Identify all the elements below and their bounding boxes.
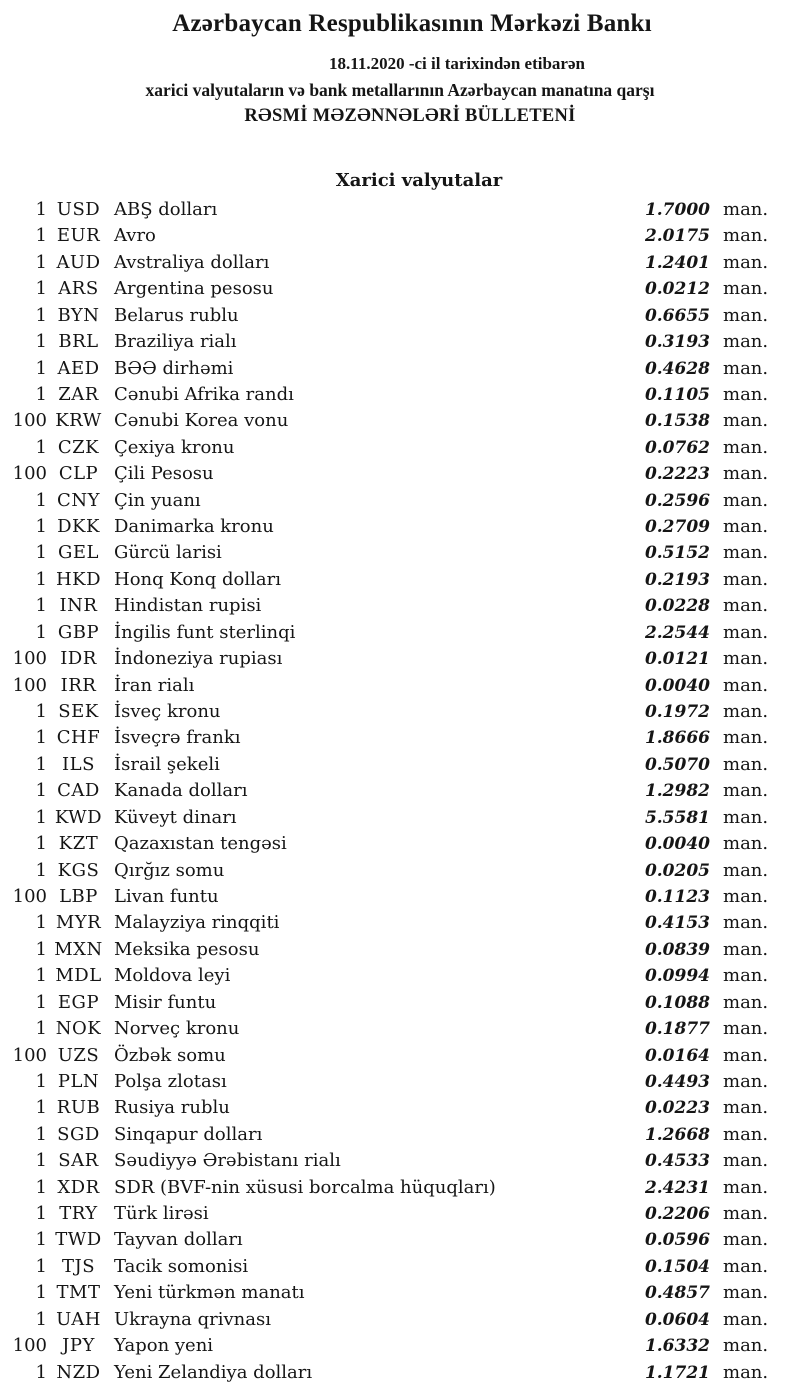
currency-name-cell: Polşa zlotası — [114, 1070, 227, 1092]
unit-cell: man. — [723, 595, 769, 617]
table-row — [0, 1016, 800, 1042]
unit-cell: man. — [723, 753, 769, 775]
currency-code-cell: EUR — [56, 225, 101, 247]
quantity-cell: 1 — [35, 436, 47, 458]
table-row — [0, 963, 800, 989]
currency-name-cell: İsveçrə frankı — [114, 727, 241, 749]
table-row — [0, 408, 800, 434]
table-row — [0, 1307, 800, 1333]
currency-code-cell: CLP — [58, 463, 99, 485]
rate-value-cell: 0.4533 — [644, 1151, 710, 1172]
quantity-cell: 1 — [35, 938, 47, 960]
currency-code-cell: UZS — [57, 1044, 100, 1066]
currency-code-cell: MXN — [54, 938, 103, 960]
rate-value-cell: 0.0604 — [644, 1309, 710, 1330]
currency-code-cell: PLN — [57, 1070, 100, 1092]
unit-cell: man. — [723, 1018, 769, 1040]
rate-value-cell: 0.0839 — [644, 939, 710, 960]
currency-name-cell: Tacik somonisi — [114, 1255, 249, 1277]
table-row — [0, 752, 800, 778]
unit-cell: man. — [723, 1282, 769, 1304]
currency-code-cell: SAR — [58, 1150, 99, 1172]
currency-code-cell: BRL — [58, 331, 99, 353]
table-row — [0, 1043, 800, 1069]
table-row — [0, 461, 800, 487]
currency-code-cell: AED — [57, 357, 100, 379]
rate-value-cell: 0.5152 — [644, 543, 710, 564]
unit-cell: man. — [723, 357, 769, 379]
currency-code-cell: MDL — [55, 965, 102, 987]
currency-code-cell: AUD — [56, 251, 101, 273]
table-row — [0, 303, 800, 329]
table-row — [0, 1360, 800, 1386]
currency-name-cell: Çin yuanı — [114, 489, 201, 511]
currency-name-cell: Avro — [114, 225, 156, 247]
unit-cell: man. — [723, 833, 769, 855]
currency-name-cell: ABŞ dolları — [114, 199, 218, 220]
currency-code-cell: CHF — [56, 727, 101, 749]
currency-name-cell: Cənubi Korea vonu — [114, 410, 289, 432]
currency-code-cell: BYN — [57, 304, 100, 326]
quantity-cell: 100 — [12, 885, 47, 907]
unit-cell: man. — [723, 1176, 769, 1198]
rate-value-cell: 0.1504 — [644, 1256, 710, 1277]
currency-name-cell: Rusiya rublu — [114, 1097, 230, 1119]
unit-cell: man. — [723, 463, 769, 485]
rate-value-cell: 0.4857 — [644, 1283, 710, 1304]
quantity-cell: 1 — [35, 965, 47, 987]
currency-name-cell: Norveç kronu — [114, 1018, 240, 1040]
currency-code-cell: CNY — [57, 489, 100, 511]
currency-name-cell: SDR (BVF-nin xüsusi borcalma hüquqları) — [114, 1176, 496, 1198]
rate-value-cell: 0.1538 — [644, 411, 710, 432]
table-row — [0, 435, 800, 461]
currency-code-cell: ILS — [62, 753, 95, 775]
quantity-cell: 100 — [12, 410, 47, 432]
currency-code-cell: IRR — [60, 674, 97, 696]
quantity-cell: 1 — [35, 278, 47, 300]
unit-cell: man. — [723, 199, 769, 220]
table-row — [0, 1148, 800, 1174]
table-row — [0, 858, 800, 884]
unit-cell: man. — [723, 225, 769, 247]
quantity-cell: 1 — [35, 701, 47, 723]
unit-cell: man. — [723, 568, 769, 590]
rate-value-cell: 0.0164 — [644, 1045, 710, 1066]
rate-value-cell: 0.1105 — [644, 384, 710, 405]
table-row — [0, 567, 800, 593]
currency-name-cell: Türk lirəsi — [114, 1203, 209, 1225]
document-header — [0, 0, 800, 130]
unit-cell: man. — [723, 912, 769, 934]
unit-cell: man. — [723, 304, 769, 326]
rate-value-cell: 1.1721 — [644, 1362, 710, 1383]
quantity-cell: 1 — [35, 489, 47, 511]
currency-code-cell: GBP — [57, 621, 100, 643]
rates-table — [0, 197, 800, 1386]
currency-name-cell: İsveç kronu — [114, 701, 221, 723]
effective-date-line: 18.11.2020 -ci il tarixindən etibarən — [329, 54, 585, 73]
currency-name-cell: Moldova leyi — [114, 965, 231, 987]
rate-value-cell: 0.1088 — [644, 992, 710, 1013]
currency-name-cell: Avstraliya dolları — [114, 251, 270, 273]
quantity-cell: 1 — [35, 780, 47, 802]
unit-cell: man. — [723, 542, 769, 564]
rate-value-cell: 0.1972 — [644, 702, 710, 723]
currency-name-cell: Yapon yeni — [114, 1335, 214, 1357]
currency-name-cell: Braziliya rialı — [114, 331, 237, 353]
currency-name-cell: İngilis funt sterlinqi — [114, 621, 296, 643]
unit-cell: man. — [723, 1229, 769, 1251]
unit-cell: man. — [723, 251, 769, 273]
currency-name-cell: Qırğız somu — [114, 859, 225, 881]
currency-code-cell: ARS — [58, 278, 99, 300]
currency-code-cell: NZD — [56, 1361, 101, 1383]
bank-title: Azərbaycan Respublikasının Mərkəzi Bankı — [172, 10, 652, 37]
table-row — [0, 197, 800, 223]
unit-cell: man. — [723, 885, 769, 907]
rate-value-cell: 0.4153 — [644, 913, 710, 934]
quantity-cell: 1 — [35, 1308, 47, 1330]
rate-value-cell: 1.6332 — [644, 1336, 710, 1357]
quantity-cell: 1 — [35, 859, 47, 881]
unit-cell: man. — [723, 806, 769, 828]
quantity-cell: 1 — [35, 912, 47, 934]
rate-value-cell: 0.1877 — [644, 1019, 710, 1040]
quantity-cell: 1 — [35, 1361, 47, 1383]
currency-code-cell: CAD — [57, 780, 100, 802]
quantity-cell: 1 — [35, 304, 47, 326]
currency-name-cell: Hindistan rupisi — [114, 595, 262, 617]
quantity-cell: 100 — [12, 1335, 47, 1357]
table-row — [0, 540, 800, 566]
quantity-cell: 1 — [35, 542, 47, 564]
currency-code-cell: IDR — [60, 648, 97, 670]
bulletin-title: RƏSMİ MƏZƏNNƏLƏRİ BÜLLETENİ — [244, 106, 576, 126]
table-row — [0, 884, 800, 910]
table-row — [0, 488, 800, 514]
rate-value-cell: 1.2401 — [644, 252, 710, 273]
rate-value-cell: 0.0212 — [644, 279, 710, 300]
quantity-cell: 100 — [12, 648, 47, 670]
currency-name-cell: Danimarka kronu — [114, 516, 274, 538]
table-row — [0, 250, 800, 276]
table-row — [0, 673, 800, 699]
quantity-cell: 1 — [35, 1123, 47, 1145]
quantity-cell: 1 — [35, 1229, 47, 1251]
currency-code-cell: SEK — [58, 701, 99, 723]
currency-code-cell: EGP — [57, 991, 100, 1013]
rate-value-cell: 0.2709 — [644, 517, 710, 538]
currency-name-cell: Argentina pesosu — [114, 278, 274, 300]
currency-code-cell: NOK — [55, 1018, 102, 1040]
quantity-cell: 1 — [35, 225, 47, 247]
currency-code-cell: MYR — [55, 912, 102, 934]
currency-code-cell: KZT — [58, 833, 99, 855]
rate-value-cell: 0.3193 — [644, 332, 710, 353]
unit-cell: man. — [723, 278, 769, 300]
quantity-cell: 1 — [35, 1176, 47, 1198]
currency-name-cell: Küveyt dinarı — [114, 806, 237, 828]
quantity-cell: 1 — [35, 568, 47, 590]
table-row — [0, 514, 800, 540]
currency-name-cell: Malayziya rinqqiti — [114, 912, 280, 934]
quantity-cell: 1 — [35, 383, 47, 405]
rate-value-cell: 0.4493 — [644, 1071, 710, 1092]
quantity-cell: 1 — [35, 727, 47, 749]
currency-code-cell: TRY — [59, 1203, 98, 1225]
currency-name-cell: Cənubi Afrika randı — [114, 383, 294, 405]
rate-value-cell: 0.2596 — [644, 490, 710, 511]
quantity-cell: 1 — [35, 516, 47, 538]
unit-cell: man. — [723, 1123, 769, 1145]
unit-cell: man. — [723, 621, 769, 643]
table-row — [0, 1069, 800, 1095]
quantity-cell: 1 — [35, 753, 47, 775]
quantity-cell: 1 — [35, 595, 47, 617]
currency-name-cell: Yeni türkmən manatı — [114, 1282, 305, 1304]
quantity-cell: 100 — [12, 674, 47, 696]
table-row — [0, 223, 800, 249]
table-row — [0, 593, 800, 619]
quantity-cell: 1 — [35, 806, 47, 828]
unit-cell: man. — [723, 1070, 769, 1092]
currency-code-cell: TWD — [55, 1229, 102, 1251]
rate-value-cell: 0.6655 — [644, 305, 710, 326]
table-row — [0, 1201, 800, 1227]
unit-cell: man. — [723, 1255, 769, 1277]
table-row — [0, 1095, 800, 1121]
currency-name-cell: İsrail şekeli — [114, 753, 220, 775]
currency-name-cell: Honq Konq dolları — [114, 568, 281, 590]
unit-cell: man. — [723, 1044, 769, 1066]
table-row — [0, 329, 800, 355]
currency-code-cell: DKK — [57, 516, 100, 538]
table-row — [0, 831, 800, 857]
quantity-cell: 1 — [35, 1150, 47, 1172]
currency-name-cell: Tayvan dolları — [114, 1229, 243, 1251]
currency-name-cell: Özbək somu — [114, 1044, 226, 1066]
currency-code-cell: CZK — [57, 436, 100, 458]
unit-cell: man. — [723, 1097, 769, 1119]
table-row — [0, 778, 800, 804]
rate-value-cell: 2.0175 — [644, 226, 710, 247]
currency-name-cell: İndoneziya rupiası — [114, 648, 283, 670]
table-row — [0, 276, 800, 302]
quantity-cell: 100 — [12, 463, 47, 485]
table-row — [0, 1227, 800, 1253]
table-row — [0, 1333, 800, 1359]
unit-cell: man. — [723, 727, 769, 749]
quantity-cell: 100 — [12, 1044, 47, 1066]
table-row — [0, 1175, 800, 1201]
rate-value-cell: 2.2544 — [644, 622, 710, 643]
table-row — [0, 990, 800, 1016]
currency-name-cell: Gürcü larisi — [114, 542, 222, 564]
unit-cell: man. — [723, 1150, 769, 1172]
table-row — [0, 1122, 800, 1148]
currency-name-cell: Səudiyyə Ərəbistanı rialı — [114, 1150, 341, 1172]
rate-value-cell: 0.0994 — [644, 966, 710, 987]
table-row — [0, 1254, 800, 1280]
currency-code-cell: ZAR — [58, 383, 99, 405]
unit-cell: man. — [723, 516, 769, 538]
unit-cell: man. — [723, 938, 769, 960]
rate-value-cell: 1.8666 — [644, 728, 710, 749]
quantity-cell: 1 — [35, 1018, 47, 1040]
table-row — [0, 699, 800, 725]
table-row — [0, 937, 800, 963]
table-row — [0, 1280, 800, 1306]
unit-cell: man. — [723, 674, 769, 696]
rate-value-cell: 1.2668 — [644, 1124, 710, 1145]
quantity-cell: 1 — [35, 621, 47, 643]
table-row — [0, 805, 800, 831]
unit-cell: man. — [723, 1335, 769, 1357]
quantity-cell: 1 — [35, 833, 47, 855]
currency-code-cell: KWD — [54, 806, 103, 828]
unit-cell: man. — [723, 1203, 769, 1225]
table-row — [0, 910, 800, 936]
quantity-cell: 1 — [35, 199, 47, 220]
rate-value-cell: 0.4628 — [644, 358, 710, 379]
unit-cell: man. — [723, 436, 769, 458]
currency-name-cell: Sinqapur dolları — [114, 1123, 263, 1145]
table-row — [0, 382, 800, 408]
unit-cell: man. — [723, 383, 769, 405]
currency-name-cell: Ukrayna qrivnası — [114, 1308, 271, 1330]
currency-code-cell: UAH — [56, 1308, 101, 1330]
rate-value-cell: 0.0040 — [644, 834, 710, 855]
currency-code-cell: HKD — [55, 568, 102, 590]
table-row — [0, 725, 800, 751]
quantity-cell: 1 — [35, 1097, 47, 1119]
unit-cell: man. — [723, 991, 769, 1013]
currency-code-cell: RUB — [56, 1097, 101, 1119]
currency-name-cell: Misir funtu — [114, 991, 217, 1013]
rate-value-cell: 0.0228 — [644, 596, 710, 617]
table-row — [0, 620, 800, 646]
currency-code-cell: INR — [59, 595, 98, 617]
subject-line: xarici valyutaların və bank metallarının Azərbaycan manatına qarşı — [145, 80, 655, 100]
quantity-cell: 1 — [35, 991, 47, 1013]
currency-name-cell: Çexiya kronu — [114, 436, 235, 458]
currency-code-cell: TJS — [61, 1255, 96, 1277]
rate-value-cell: 0.0121 — [644, 649, 710, 670]
currency-name-cell: İran rialı — [114, 674, 195, 696]
unit-cell: man. — [723, 410, 769, 432]
unit-cell: man. — [723, 965, 769, 987]
currency-name-cell: Meksika pesosu — [114, 938, 260, 960]
currency-name-cell: Kanada dolları — [114, 780, 248, 802]
currency-code-cell: SGD — [57, 1123, 100, 1145]
currency-name-cell: Belarus rublu — [114, 304, 239, 326]
table-row — [0, 356, 800, 382]
quantity-cell: 1 — [35, 251, 47, 273]
currency-code-cell: KGS — [57, 859, 100, 881]
quantity-cell: 1 — [35, 1070, 47, 1092]
quantity-cell: 1 — [35, 1203, 47, 1225]
rate-value-cell: 0.0596 — [644, 1230, 710, 1251]
quantity-cell: 1 — [35, 331, 47, 353]
rate-value-cell: 0.0040 — [644, 675, 710, 696]
unit-cell: man. — [723, 701, 769, 723]
currency-name-cell: Yeni Zelandiya dolları — [114, 1361, 313, 1383]
rate-value-cell: 0.2206 — [644, 1204, 710, 1225]
rate-value-cell: 1.7000 — [644, 200, 710, 220]
currency-name-cell: Qazaxıstan tengəsi — [114, 833, 287, 855]
currency-name-cell: BƏƏ dirhəmi — [114, 357, 234, 379]
table-row — [0, 646, 800, 672]
rate-value-cell: 5.5581 — [644, 807, 710, 828]
currency-code-cell: GEL — [58, 542, 99, 564]
rate-value-cell: 0.0205 — [644, 860, 710, 881]
rate-value-cell: 0.2193 — [644, 569, 710, 590]
rate-value-cell: 0.0762 — [644, 437, 710, 458]
currency-code-cell: XDR — [57, 1176, 100, 1198]
rate-value-cell: 1.2982 — [644, 781, 710, 802]
currency-code-cell: USD — [56, 199, 101, 220]
rate-value-cell: 0.2223 — [644, 464, 710, 485]
section-title: Xarici valyutalar — [335, 170, 503, 191]
quantity-cell: 1 — [35, 357, 47, 379]
rate-value-cell: 0.1123 — [644, 886, 710, 907]
currency-code-cell: JPY — [62, 1335, 95, 1357]
unit-cell: man. — [723, 1308, 769, 1330]
currency-code-cell: TMT — [56, 1282, 101, 1304]
currency-name-cell: Livan funtu — [114, 885, 219, 907]
unit-cell: man. — [723, 648, 769, 670]
unit-cell: man. — [723, 331, 769, 353]
unit-cell: man. — [723, 780, 769, 802]
quantity-cell: 1 — [35, 1255, 47, 1277]
quantity-cell: 1 — [35, 1282, 47, 1304]
rate-value-cell: 0.0223 — [644, 1098, 710, 1119]
unit-cell: man. — [723, 1361, 769, 1383]
rate-value-cell: 2.4231 — [644, 1177, 710, 1198]
currency-code-cell: LBP — [59, 885, 98, 907]
rate-value-cell: 0.5070 — [644, 754, 710, 775]
unit-cell: man. — [723, 859, 769, 881]
currency-code-cell: KRW — [55, 410, 102, 432]
currency-name-cell: Çili Pesosu — [114, 463, 214, 485]
unit-cell: man. — [723, 489, 769, 511]
